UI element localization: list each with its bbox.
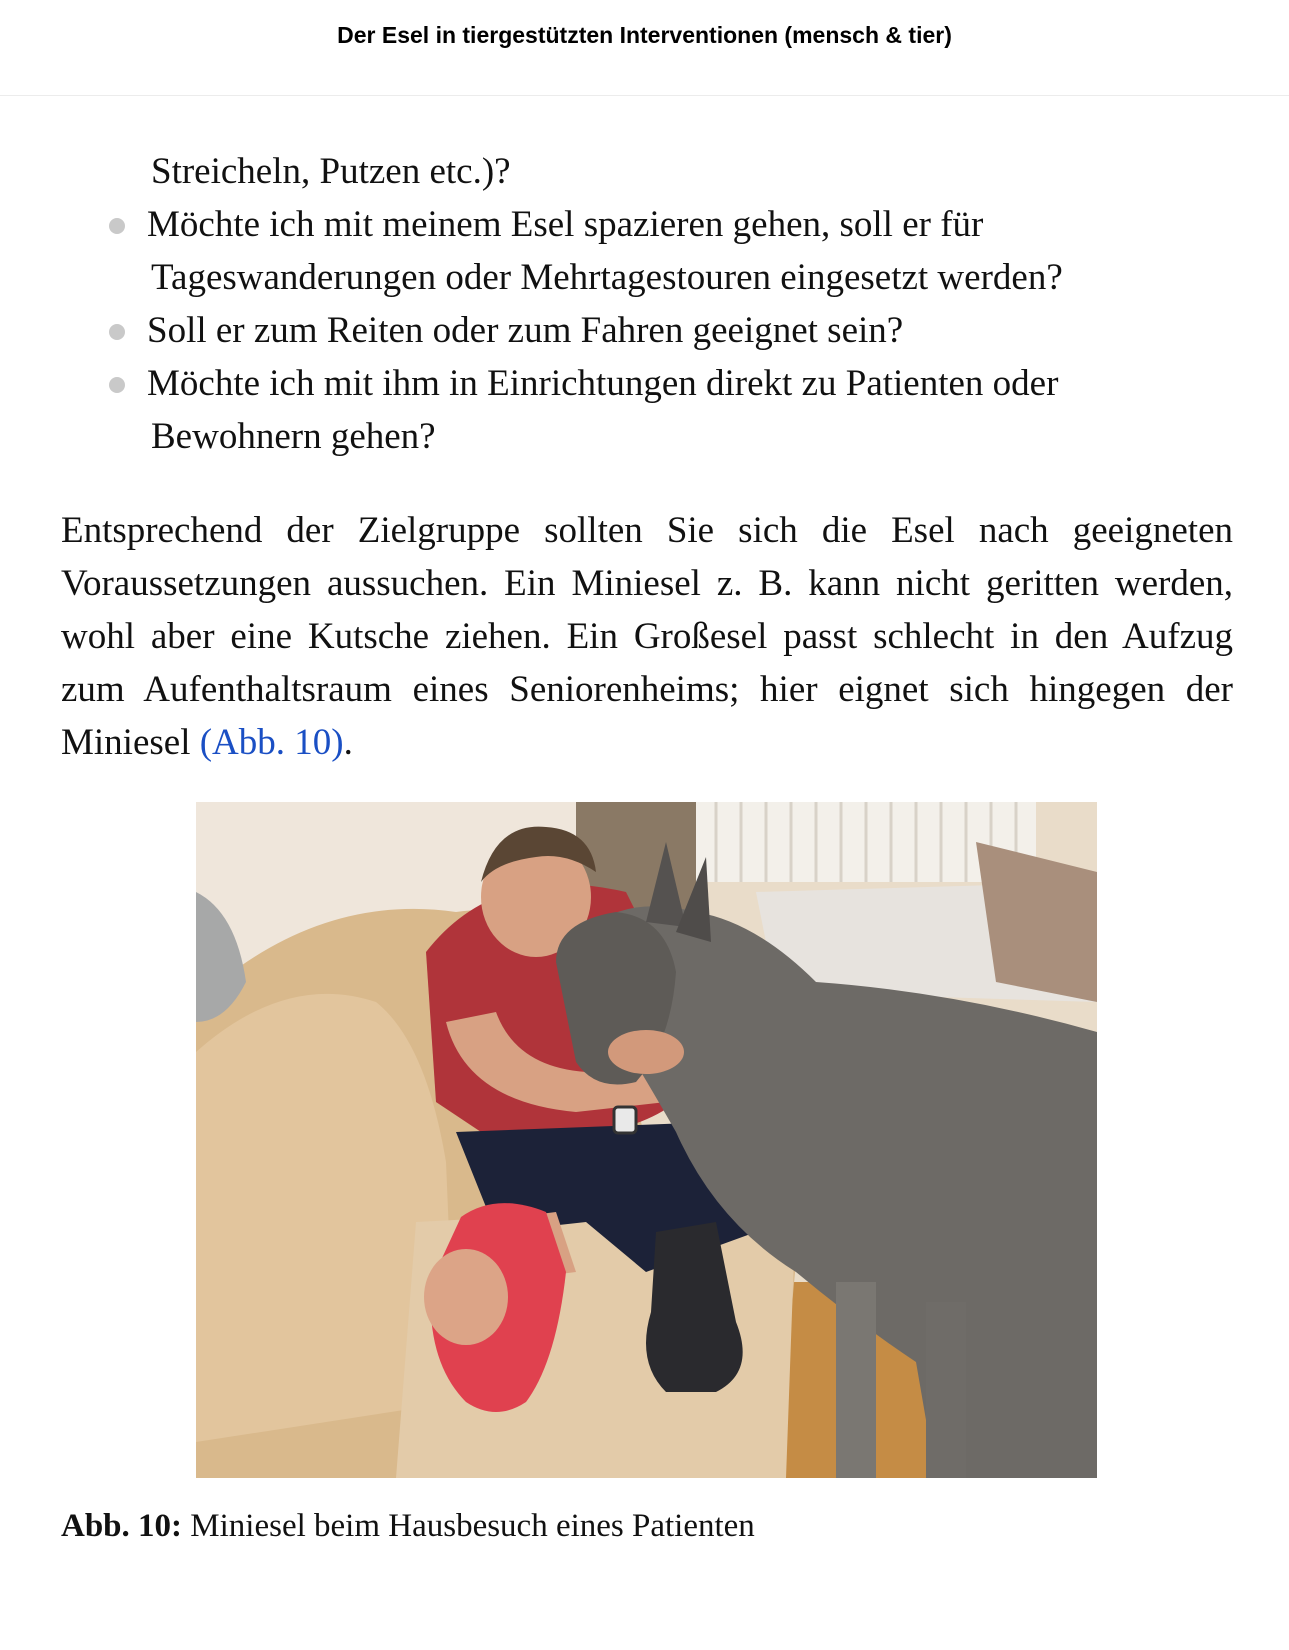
paragraph-end: . (343, 722, 353, 763)
list-item (61, 357, 1233, 463)
man-hand (608, 1030, 684, 1074)
figure-reference-link[interactable]: (Abb. 10) (199, 722, 344, 763)
caption-text: Miniesel beim Hausbesuch eines Patienten (182, 1508, 755, 1544)
list-item-text-wrap: Bewohnern gehen? (151, 416, 436, 457)
list-item-text: Möchte ich mit ihm in Einrichtungen direkt zu Patienten oder (147, 363, 1059, 404)
body-paragraph (61, 504, 1233, 769)
list-item-continuation: Streicheln, Putzen etc.)? (151, 151, 511, 192)
list-item-text: Möchte ich mit meinem Esel spazieren gehen, soll er für (147, 204, 984, 245)
main-content (61, 145, 1233, 769)
donkey-visit-photo (196, 802, 1097, 1478)
donkey-leg-front (836, 1282, 876, 1478)
list-item (61, 145, 1233, 198)
figure-caption (61, 1505, 755, 1547)
figure-photo (196, 802, 1097, 1478)
foot (424, 1249, 508, 1345)
caption-label: Abb. 10: (61, 1508, 183, 1544)
list-item (61, 198, 1233, 304)
list-item-text: Soll er zum Reiten oder zum Fahren geeignet sein? (147, 310, 904, 351)
question-list (61, 145, 1233, 463)
donkey-leg-back (926, 1302, 966, 1478)
bullet-dot-icon (109, 324, 125, 340)
watch-icon (614, 1107, 636, 1133)
page-header (0, 0, 1289, 96)
paragraph-text: Entsprechend der Zielgruppe sollten Sie sich die Esel nach geeigneten Voraussetzungen aussuchen. Ein Miniesel z. B. kann nicht geritten werden, wohl aber eine Kutsche ziehen. Ein Großesel passt schlecht in den Aufzug zum Aufenthaltsraum eines Seniorenheims; hier eignet sich hingegen der Miniesel (61, 510, 1233, 763)
list-item (61, 304, 1233, 357)
bullet-dot-icon (109, 377, 125, 393)
list-item-text-wrap: Tageswanderungen oder Mehrtagestouren eingesetzt werden? (151, 257, 1063, 298)
bullet-dot-icon (109, 218, 125, 234)
page-title: Der Esel in tiergestützten Interventionen (mensch & tier) (337, 22, 952, 48)
